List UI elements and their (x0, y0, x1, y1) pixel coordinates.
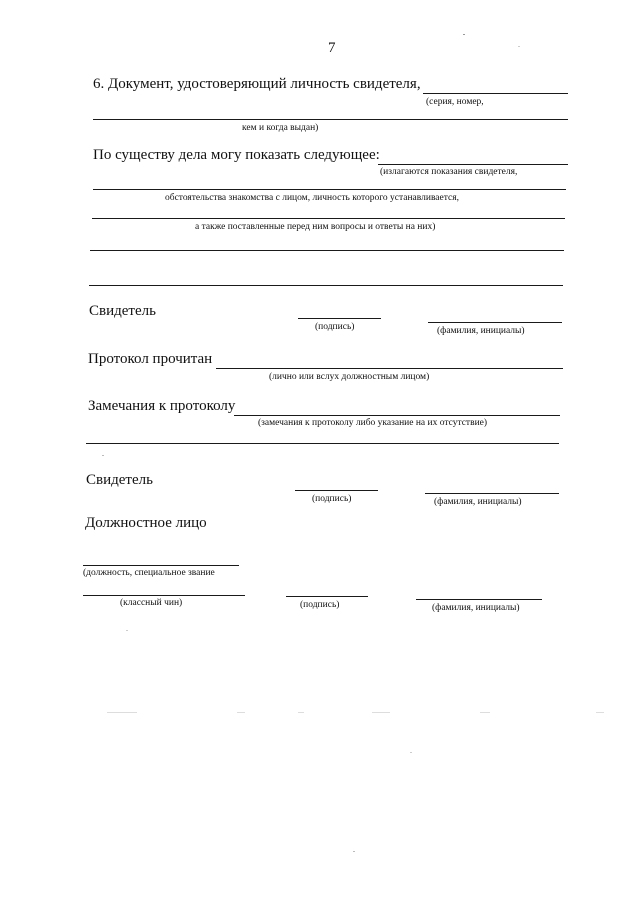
witness2-name-line (425, 493, 559, 494)
testimony-label: По существу дела могу показать следующее: (93, 147, 380, 163)
official-position-line (83, 565, 239, 566)
witness-name-line (428, 322, 562, 323)
document-line-2 (93, 119, 568, 120)
scan-speck (237, 712, 245, 713)
remarks-label: Замечания к протоколу (88, 398, 236, 414)
official-position-hint: (должность, специальное звание (83, 568, 215, 578)
testimony-line-1 (378, 164, 568, 165)
official-label: Должностное лицо (85, 515, 207, 531)
protocol-read-line (216, 368, 563, 369)
witness2-name-hint: (фамилия, инициалы) (434, 497, 522, 507)
official-signature-line (286, 596, 368, 597)
witness-signature-line (298, 318, 381, 319)
testimony-hint-2: обстоятельства знакомства с лицом, личность которого устанавливается, (165, 193, 459, 203)
scan-speck (353, 851, 355, 852)
protocol-read-label: Протокол прочитан (88, 351, 213, 367)
document-hint-series: (серия, номер, (426, 97, 484, 107)
remarks-line-1 (234, 415, 560, 416)
witness-name-hint: (фамилия, инициалы) (437, 326, 525, 336)
witness2-signature-hint: (подпись) (312, 494, 352, 504)
protocol-read-hint: (лично или вслух должностным лицом) (269, 372, 430, 382)
testimony-line-3 (92, 218, 565, 219)
official-signature-hint: (подпись) (300, 600, 340, 610)
document-hint-issued: кем и когда выдан) (242, 123, 319, 133)
remarks-line-2 (86, 443, 559, 444)
scan-speck (107, 712, 137, 713)
scan-speck (480, 712, 490, 713)
testimony-hint-1: (излагаются показания свидетеля, (380, 167, 518, 177)
scan-speck (372, 712, 390, 713)
witness2-signature-line (295, 490, 378, 491)
scan-speck (298, 712, 304, 713)
official-name-line (416, 599, 542, 600)
testimony-line-2 (93, 189, 566, 190)
page-number: 7 (328, 40, 336, 56)
witness-label: Свидетель (89, 303, 156, 319)
official-rank-line (83, 595, 245, 596)
scan-speck (102, 455, 104, 456)
testimony-line-5 (89, 285, 563, 286)
testimony-line-4 (90, 250, 564, 251)
testimony-hint-3: а также поставленные перед ним вопросы и ответы на них) (195, 222, 436, 232)
document-label: 6. Документ, удостоверяющий личность свидетеля, (93, 76, 421, 92)
scan-speck (518, 46, 520, 47)
official-name-hint: (фамилия, инициалы) (432, 603, 520, 613)
scan-speck (596, 712, 604, 713)
witness2-label: Свидетель (86, 472, 153, 488)
document-line-1 (423, 93, 568, 94)
official-rank-hint: (классный чин) (120, 598, 183, 608)
remarks-hint: (замечания к протоколу либо указание на их отсутствие) (258, 418, 488, 428)
scan-speck (126, 630, 128, 631)
scan-speck (463, 34, 465, 35)
scan-speck (410, 752, 412, 753)
witness-signature-hint: (подпись) (315, 322, 355, 332)
